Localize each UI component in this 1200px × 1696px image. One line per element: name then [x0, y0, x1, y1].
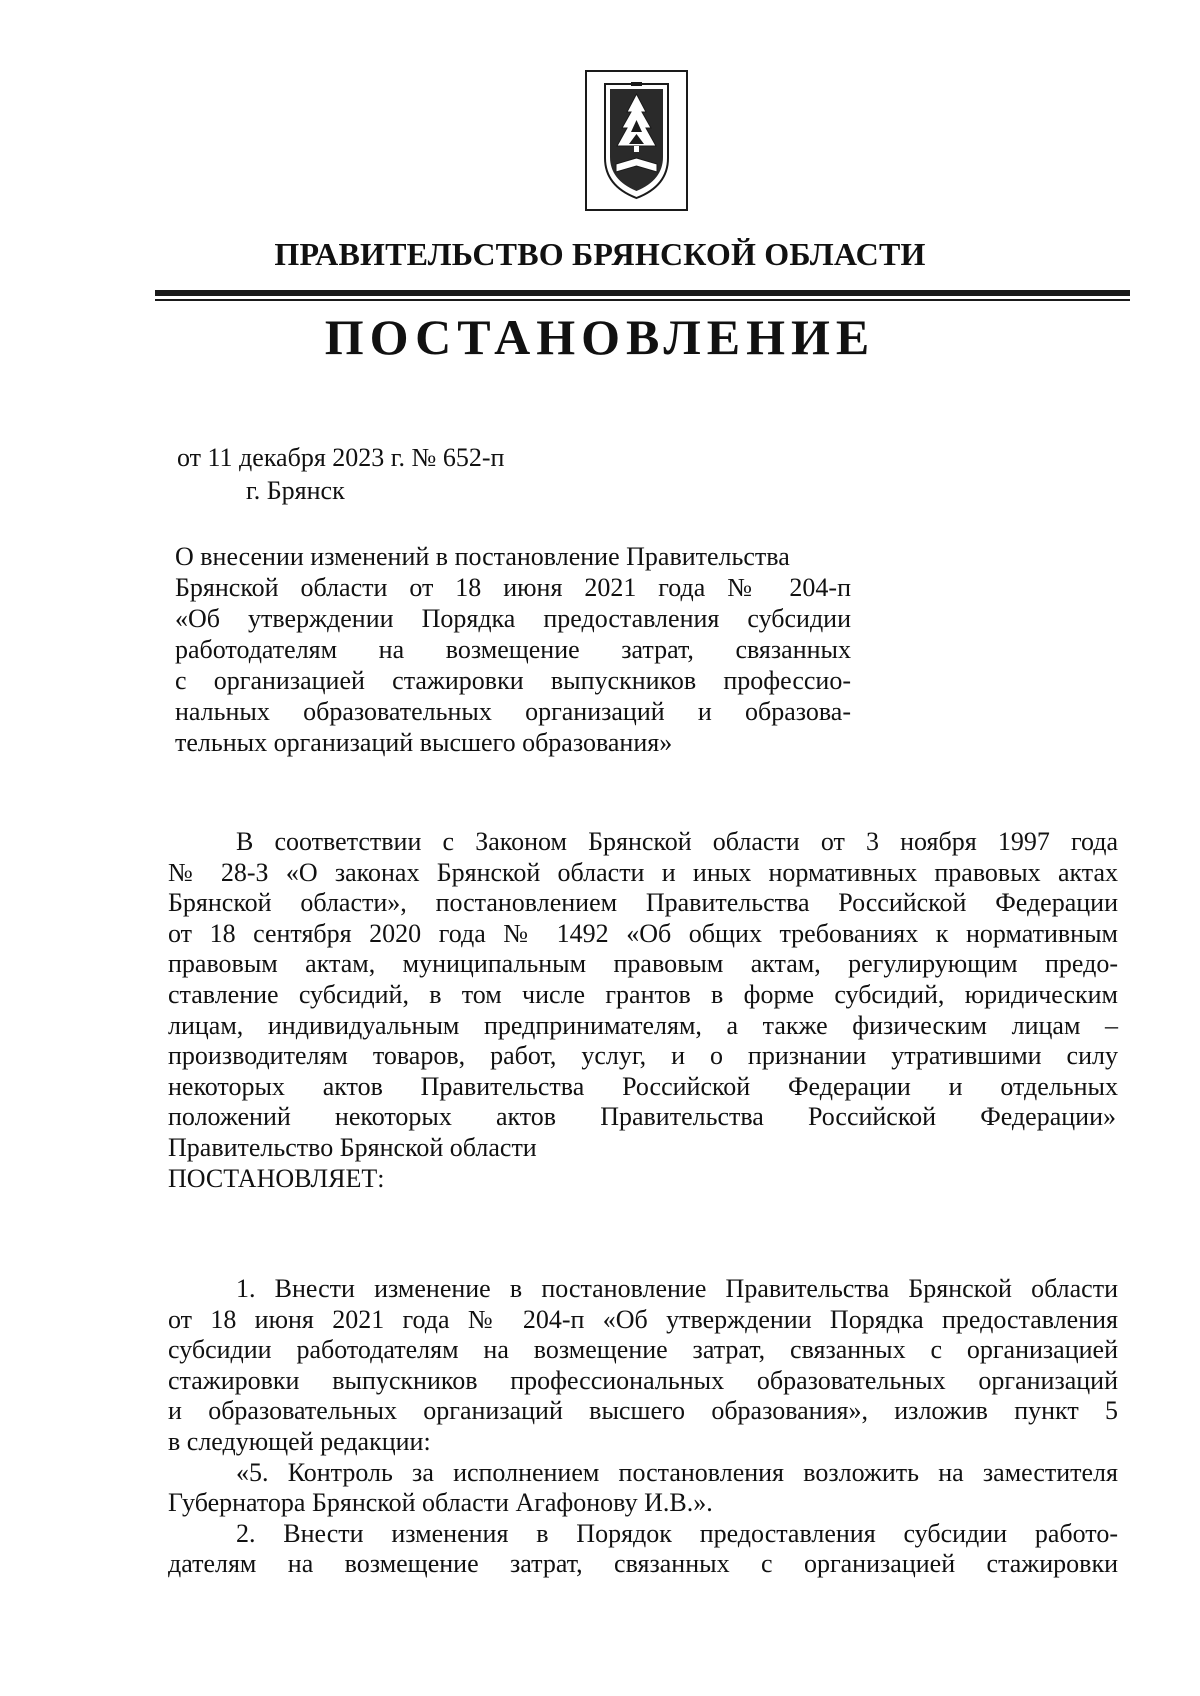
- preamble-line: от 18 сентября 2020 года № 1492 «Об общих требованиях к нормативным: [168, 918, 1118, 948]
- header-divider-thick: [155, 290, 1130, 296]
- coat-of-arms-emblem: [585, 70, 688, 211]
- authority-title: ПРАВИТЕЛЬСТВО БРЯНСКОЙ ОБЛАСТИ: [274, 236, 926, 272]
- item-1-paragraph: [168, 1274, 1118, 1580]
- item-line: от 18 июня 2021 года № 204-п «Об утверждении Порядка предоставления: [168, 1304, 1118, 1334]
- item-line: стажировки выпускников профессиональных образовательных организаций: [168, 1365, 1118, 1395]
- document-date-number: от 11 декабря 2023 г. № 652-п: [177, 443, 505, 472]
- header-divider-thin: [155, 299, 1130, 301]
- preamble-line: положений некоторых актов Правительства Российской Федерации»: [168, 1102, 1116, 1132]
- item-line: «5. Контроль за исполнением постановления возложить на заместителя: [236, 1457, 1118, 1487]
- subject-line: «Об утверждении Порядка предоставления субсидии: [175, 604, 851, 633]
- subject-line: Брянской области от 18 июня 2021 года № 204-п: [175, 573, 851, 602]
- preamble-line: некоторых актов Правительства Российской Федерации и отдельных: [168, 1071, 1118, 1101]
- subject-line: нальных образовательных организаций и образова-: [175, 697, 851, 726]
- preamble-line: правовым актам, муниципальным правовым актам, регулирующим предо-: [168, 949, 1118, 979]
- item-line: субсидии работодателям на возмещение затрат, связанных с организацией: [168, 1335, 1118, 1365]
- preamble-line: № 28-З «О законах Брянской области и иных нормативных правовых актах: [168, 857, 1118, 887]
- item-line: 1. Внести изменение в постановление Правительства Брянской области: [236, 1274, 1118, 1303]
- document-city: г. Брянск: [246, 476, 345, 505]
- item-line: Губернатора Брянской области Агафонову И.В.».: [168, 1488, 713, 1518]
- item-line: и образовательных организаций высшего образования», изложив пункт 5: [168, 1396, 1118, 1426]
- item-line: 2. Внести изменения в Порядок предоставления субсидии работо-: [236, 1518, 1118, 1548]
- preamble-line: ставление субсидий, в том числе грантов в форме субсидий, юридическим: [168, 979, 1118, 1009]
- resolves-heading: ПОСТАНОВЛЯЕТ:: [168, 1163, 385, 1193]
- preamble-line: лицам, индивидуальным предпринимателям, а также физическим лицам –: [168, 1010, 1118, 1040]
- document-type-title: ПОСТАНОВЛЕНИЕ: [324, 309, 876, 365]
- coat-of-arms-icon: [591, 76, 682, 205]
- item-line: в следующей редакции:: [168, 1426, 431, 1456]
- preamble-line: Брянской области», постановлением Правительства Российской Федерации: [168, 888, 1118, 918]
- subject-line: с организацией стажировки выпускников профессио-: [175, 666, 851, 695]
- subject-line: тельных организаций высшего образования»: [175, 728, 673, 757]
- subject-line: работодателям на возмещение затрат, связанных: [175, 635, 851, 664]
- item-line: дателям на возмещение затрат, связанных с организацией стажировки: [168, 1549, 1118, 1579]
- preamble-line: В соответствии с Законом Брянской области от 3 ноября 1997 года: [236, 827, 1118, 856]
- document-subject: [175, 541, 851, 758]
- preamble-line: производителям товаров, работ, услуг, и о признании утратившими силу: [168, 1041, 1118, 1071]
- subject-line: О внесении изменений в постановление Правительства: [175, 542, 790, 571]
- preamble-line: Правительство Брянской области: [168, 1132, 537, 1162]
- preamble-paragraph: [168, 827, 1118, 1194]
